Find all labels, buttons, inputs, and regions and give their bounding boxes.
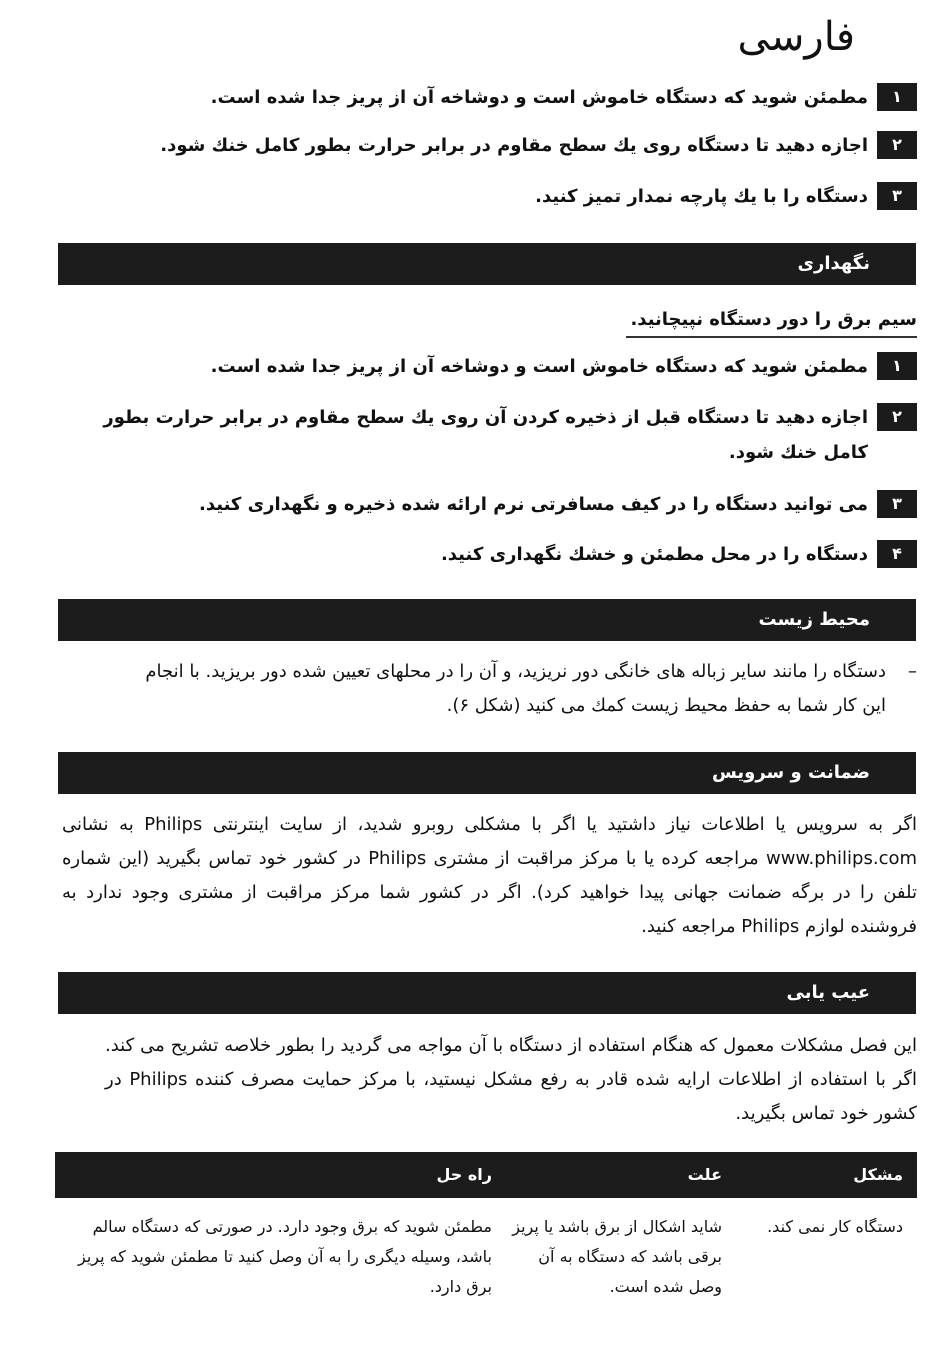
language-title: فارسی [737, 14, 855, 60]
storage-subheading: سیم برق را دور دستگاه نپیچانید. [626, 304, 917, 338]
step-number: ۲ [874, 131, 917, 159]
storage-step-3 [199, 487, 917, 522]
table-row [55, 1198, 917, 1302]
step-text: دستگاه را در محل مطمئن و خشك نگهداری کنید. [440, 544, 868, 565]
cell-problem: دستگاه کار نمی کند. [767, 1217, 903, 1236]
environment-text: دستگاه را مانند سایر زباله های خانگی دور نریزید، و آن را در محلهای تعیین شده دور بریزید. با انجام این کار شما به حفظ محیط زیست کمك می کنید (شکل ۶). [145, 661, 886, 716]
step-number: ۳ [874, 490, 917, 518]
step-text: اجازه دهید تا دستگاه روی یك سطح مقاوم در برابر حرارت بطور کامل خنك شود. [160, 135, 868, 156]
step-text: اجازه دهید تا دستگاه قبل از ذخیره کردن آن روی یك سطح مقاوم در برابر حرارت بطور کامل خنك شود. [103, 407, 868, 463]
section-heading-troubleshooting: عیب یابی [58, 972, 916, 1014]
environment-item [126, 655, 917, 723]
step-text: می توانید دستگاه را در کیف مسافرتی نرم ارائه شده ذخیره و نگهداری کنید. [199, 494, 868, 515]
step-number: ۲ [874, 403, 917, 431]
step-text: دستگاه را با یك پارچه نمدار تمیز کنید. [535, 186, 868, 207]
troubleshooting-table [55, 1152, 917, 1302]
storage-step-1 [211, 349, 917, 384]
header-cause: علت [687, 1165, 722, 1184]
storage-step-2 [68, 400, 917, 470]
cleaning-step-3 [535, 179, 917, 214]
dash-bullet: – [908, 661, 917, 682]
step-number: ۱ [874, 83, 917, 111]
cell-cause: شاید اشکال از برق باشد یا پریز برقی باشد که دستگاه به آن وصل شده است. [512, 1217, 722, 1296]
step-number: ۱ [874, 352, 917, 380]
troubleshooting-text: این فصل مشکلات معمول که هنگام استفاده از دستگاه با آن مواجه می گردید را بطور خلاصه تشریح می کند. اگر با استفاده از اطلاعات ارایه شده قادر به رفع مشکل نیستید، با مرکز حمایت مصرف کننده Philips در کشور خود تماس بگیرید. [105, 1035, 917, 1124]
step-text: مطمئن شوید که دستگاه خاموش است و دوشاخه آن از پریز جدا شده است. [210, 87, 868, 108]
step-number: ۳ [874, 182, 917, 210]
cleaning-step-1 [211, 80, 917, 115]
section-heading-warranty: ضمانت و سرویس [58, 752, 916, 794]
header-solution: راه حل [436, 1165, 492, 1184]
step-text: مطمئن شوید که دستگاه خاموش است و دوشاخه آن از پریز جدا شده است. [210, 356, 868, 377]
step-number: ۴ [874, 540, 917, 568]
cell-solution: مطمئن شوید که برق وجود دارد. در صورتی که دستگاه سالم باشد، وسیله دیگری را به آن وصل کنید تا مطمئن شوید که پریز برق دارد. [78, 1217, 492, 1296]
section-heading-environment: محیط زیست [58, 599, 916, 641]
section-heading-storage: نگهداری [58, 243, 916, 285]
header-problem: مشکل [853, 1165, 903, 1184]
storage-step-4 [441, 537, 917, 572]
cleaning-step-2 [160, 128, 917, 163]
warranty-text: اگر به سرویس یا اطلاعات نیاز داشتید یا اگر با مشکلی روبرو شدید، از سایت اینترنتی Philips به نشانی www.philips.com مراجعه کرده یا با مرکز مراقبت از مشتری Philips در کشور خود تماس بگیرید (این شماره تلفن را در برگه ضمانت جهانی پیدا خواهید کرد). اگر در کشور شما مرکز مراقبت از مشتری وجود ندارد به فروشنده لوازم Philips مراجعه کنید. [62, 814, 918, 937]
table-header [55, 1152, 917, 1198]
